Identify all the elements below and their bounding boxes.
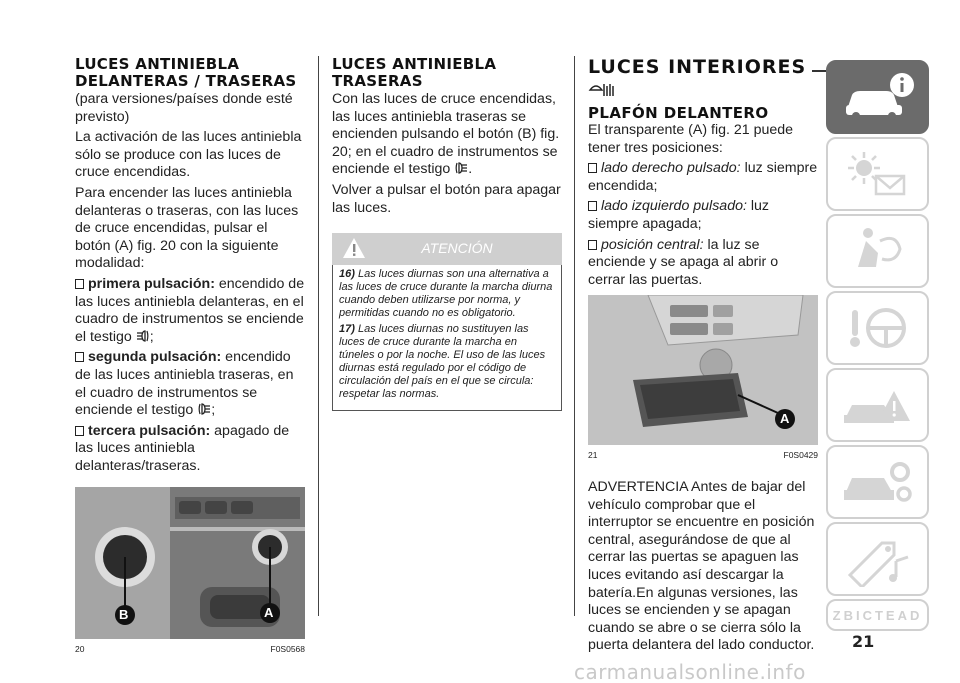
bullet-label: posición central:	[601, 236, 704, 253]
note-number: 16)	[339, 268, 355, 281]
paragraph-versions: (para versiones/países donde esté previsto)	[75, 91, 293, 125]
rail-tab-tech-data[interactable]	[826, 522, 929, 596]
bullet-third-press	[75, 423, 305, 476]
figure-label-a: A	[780, 411, 790, 427]
figure-label-b: B	[119, 607, 129, 623]
column-divider	[574, 56, 575, 616]
column-interior-lights	[588, 56, 818, 658]
bullet-label: tercera pulsación:	[88, 422, 211, 439]
figure-label-a: A	[264, 605, 274, 621]
note-text: Las luces diurnas son una alternativa a las luces de cruce durante la marcha diurna cuando deben utilizarse por norma, y permitidas cuando no es obligatorio.	[339, 268, 553, 320]
note-number: 17)	[339, 323, 355, 336]
steering-start-icon	[838, 300, 918, 356]
bullet-text: la luz se enciende y se apaga al abrir o cerrar las puertas.	[588, 236, 779, 288]
warning-note-16	[339, 268, 555, 320]
figure-20-fog-buttons	[75, 487, 305, 639]
section-title-interior: LUCES INTERIORES	[588, 56, 807, 78]
bullet-label: primera pulsación:	[88, 275, 215, 292]
paragraph-turn-off: Volver a pulsar el botón para apagar las luces.	[332, 181, 561, 216]
warning-lights-icon	[838, 146, 918, 202]
rail-tab-warning-lights[interactable]	[826, 137, 929, 211]
rail-tab-maintenance[interactable]	[826, 445, 929, 519]
bullet-second-press	[75, 349, 305, 419]
warning-header	[332, 233, 562, 265]
checkbox-bullet-icon	[75, 279, 84, 289]
column-fog-lights	[75, 56, 305, 659]
tech-data-icon	[838, 531, 918, 587]
figure-code: F0S0429	[783, 450, 818, 461]
warning-body	[332, 265, 562, 411]
emergency-icon	[838, 377, 918, 433]
rail-tab-emergency[interactable]	[826, 368, 929, 442]
interior-light-icon	[588, 80, 818, 102]
figure-number: 20	[75, 644, 85, 655]
note-text: Las luces diurnas no sustituyen las luces de cruce durante la marcha en túneles o por la noche. El uso de las luces diurnas está regulado por el código de circulación del país en el que se circula: respetar las normas.	[339, 323, 546, 401]
car-info-icon	[838, 69, 918, 125]
column-divider	[318, 56, 319, 616]
bullet-text: luz siempre encendida;	[588, 160, 818, 194]
bullet-text: encendido de las luces antiniebla traseras, en el cuadro de instrumentos se enciende el testigo	[75, 349, 294, 419]
bullet-left-pressed	[588, 198, 818, 233]
bullet-right-pressed	[588, 160, 818, 195]
airbag-safety-icon	[838, 223, 918, 279]
rail-tab-car-info[interactable]	[826, 60, 929, 134]
warning-triangle-icon	[342, 237, 366, 259]
bullet-central	[588, 237, 818, 290]
section-title-rear-fog: LUCES ANTINIEBLA TRASERAS	[332, 55, 497, 90]
warning-title: ATENCIÓN	[421, 240, 493, 257]
bullet-end: ;	[211, 402, 216, 419]
figure-code: F0S0568	[270, 644, 305, 655]
rail-tab-index[interactable]	[826, 599, 929, 631]
maintenance-icon	[838, 454, 918, 510]
bullet-end: ;	[149, 328, 154, 345]
checkbox-bullet-icon	[75, 352, 84, 362]
subsection-front-lamp: PLAFÓN DELANTERO	[588, 104, 769, 122]
bullet-first-press	[75, 276, 305, 346]
rail-tab-starting[interactable]	[826, 291, 929, 365]
paragraph-warning: ADVERTENCIA Antes de bajar del vehículo comprobar que el interruptor se encuentre en posición central, asegurándose de que al cerrar las puertas se apaguen las luces evitando así descargar la batería.En algunas versiones, las luces se encienden y se apagan cuando se abre o se cierra sólo la puerta delantera del lado conductor.	[588, 478, 815, 654]
paragraph-text: Con las luces de cruce encendidas, las luces antiniebla traseras se encienden pulsando el botón (B) fig. 20; en el cuadro de instrumentos se enciende el testigo	[332, 91, 560, 178]
paragraph-end: .	[468, 161, 473, 178]
bullet-text: apagado de las luces antiniebla delanteras/traseras.	[75, 422, 290, 474]
front-fog-light-icon	[136, 330, 150, 342]
figure-number: 21	[588, 450, 598, 461]
rear-fog-light-icon	[454, 162, 468, 174]
bullet-label: lado izquierdo pulsado:	[601, 198, 747, 215]
bullet-label: lado derecho pulsado:	[601, 160, 741, 177]
bullet-text: luz siempre apagada;	[588, 198, 769, 232]
paragraph-activation: La activación de las luces antiniebla sólo se produce con las luces de cruce encendidas.	[75, 129, 302, 181]
checkbox-bullet-icon	[588, 163, 597, 173]
section-title-fog-lights: LUCES ANTINIEBLA DELANTERAS / TRASERAS	[75, 55, 297, 90]
paragraph-positions: El transparente (A) fig. 21 puede tener tres posiciones:	[588, 122, 794, 156]
rear-fog-light-icon	[197, 403, 211, 415]
figure-21-ceiling-lamp	[588, 295, 818, 445]
checkbox-bullet-icon	[75, 426, 84, 436]
figure-caption	[75, 641, 305, 659]
figure-caption	[588, 447, 818, 465]
column-rear-fog	[332, 56, 562, 411]
checkbox-bullet-icon	[588, 240, 597, 250]
checkbox-bullet-icon	[588, 201, 597, 211]
warning-note-17	[339, 323, 555, 401]
paragraph-instructions: Para encender las luces antiniebla delanteras o traseras, con las luces de cruce encendidas, pulsar el botón (A) fig. 20 con la siguiente modalidad:	[75, 184, 299, 272]
index-icon: ZBICTEAD	[832, 607, 923, 623]
bullet-text: encendido de las luces antiniebla delanteras, en el cuadro de instrumentos se enciende el testigo	[75, 275, 305, 345]
page-number: 21	[852, 632, 875, 651]
watermark: carmanualsonline.info	[574, 660, 806, 683]
title-underline	[812, 70, 826, 72]
paragraph-rear-fog	[332, 91, 562, 179]
rail-tab-safety[interactable]	[826, 214, 929, 288]
bullet-label: segunda pulsación:	[88, 349, 222, 366]
